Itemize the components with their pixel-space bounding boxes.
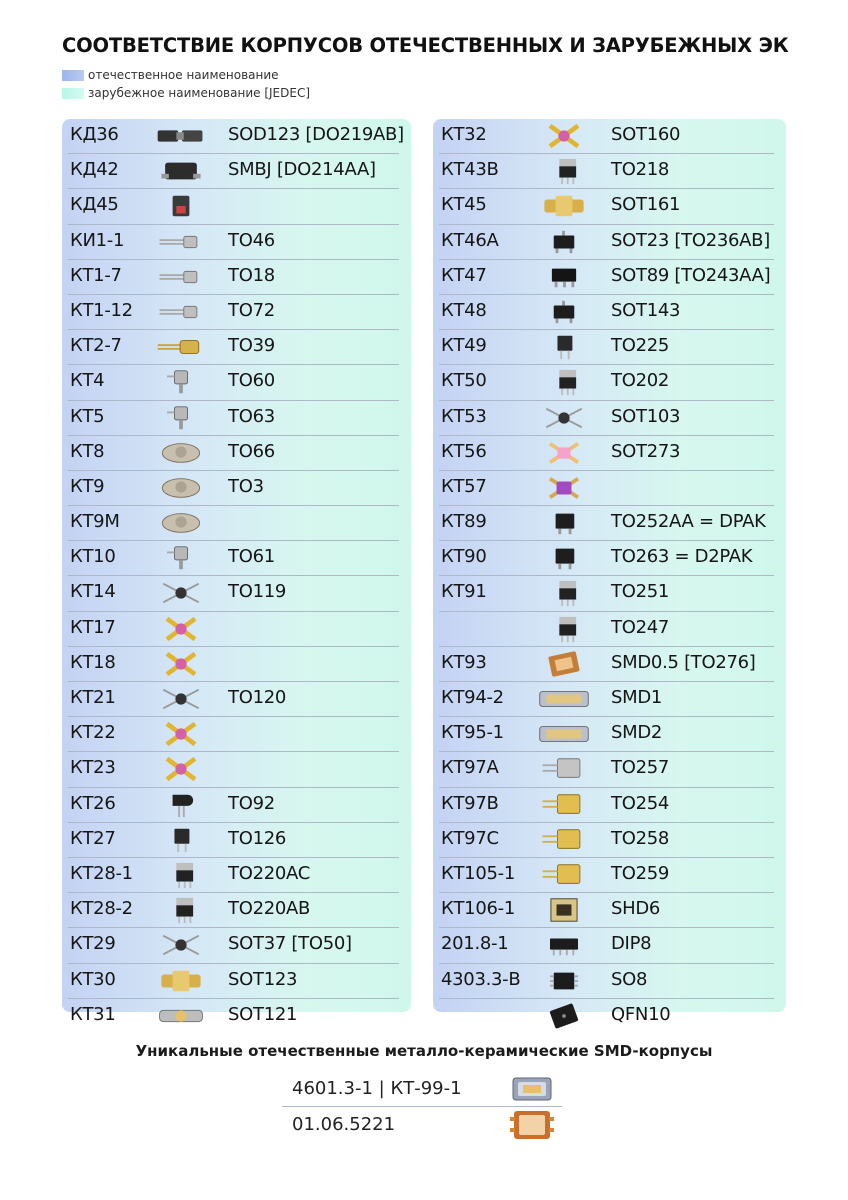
table-row [439,717,774,752]
jedec-name: TO251 [611,581,670,603]
rf-cross-gold-icon [152,615,210,643]
can-transistor-gold-icon [152,333,210,361]
domestic-name: КТ105-1 [441,862,515,884]
ceramic-smd-icon [507,1072,557,1106]
jedec-name: SMD2 [611,722,663,744]
can-transistor-icon [152,263,210,291]
so8-icon [535,967,593,995]
flange-gold-icon [152,967,210,995]
to220-icon [152,896,210,924]
flange-gold-icon [535,192,593,220]
domestic-name: КТ10 [70,546,116,568]
shd6-icon [535,896,593,924]
table-row [439,401,774,436]
domestic-name: КТ57 [441,475,487,497]
to126-icon [152,826,210,854]
table-row [68,365,399,400]
domestic-name: КТ97В [441,792,499,814]
left-table [62,119,411,1025]
domestic-name: КТ45 [441,194,487,216]
domestic-name: КТ14 [70,581,116,603]
legend-domestic-label: отечественное наименование [88,68,279,82]
dpak-icon [535,509,593,537]
legend-foreign-label: зарубежное наименование [JEDEC] [88,86,311,100]
jedec-name: SOT143 [611,299,681,321]
smd-row-name: 01.06.5221 [292,1114,396,1135]
domestic-name: КТ43В [441,159,499,181]
table-row [439,436,774,471]
table-row [439,823,774,858]
domestic-name: КТ48 [441,299,487,321]
table-row [68,682,399,717]
domestic-name: КТ2-7 [70,335,122,357]
jedec-name: TO3 [228,475,264,497]
legend-domestic [62,68,279,82]
rf-cross-icon [535,404,593,432]
jedec-name: TO202 [611,370,670,392]
right-rows [433,119,786,1033]
legend-domestic-swatch [62,70,84,81]
table-row [68,401,399,436]
domestic-name: КТ47 [441,264,487,286]
table-row [68,541,399,576]
rf-cross-gold-icon [152,650,210,678]
domestic-name: КТ91 [441,581,487,603]
jedec-name: TO257 [611,757,670,779]
jedec-name: SOT160 [611,124,681,145]
domestic-name: КТ28-1 [70,862,133,884]
legend-foreign-swatch [62,88,84,99]
table-row [68,858,399,893]
table-row [439,225,774,260]
domestic-name: 4303.3-В [441,968,521,990]
domestic-name: КТ53 [441,405,487,427]
power-can-icon [152,474,210,502]
table-row [439,541,774,576]
table-row [68,893,399,928]
smd-flat-icon [535,720,593,748]
domestic-name: КТ56 [441,440,487,462]
domestic-name: КТ90 [441,546,487,568]
table-row [439,928,774,963]
jedec-name: SOT123 [228,968,298,990]
table-row [68,330,399,365]
table-row [68,506,399,541]
to220-silver-icon [535,755,593,783]
table-row [68,612,399,647]
page-title: СООТВЕТСТВИЕ КОРПУСОВ ОТЕЧЕСТВЕННЫХ И ЗАРУБЕЖНЫХ ЭК [62,34,789,57]
jedec-name: SOT23 [TO236AB] [611,229,770,251]
domestic-name: КТ26 [70,792,116,814]
jedec-name: SMBJ [DO214AA] [228,159,376,181]
rf-cross-gold-icon [152,720,210,748]
domestic-name: КИ1-1 [70,229,125,251]
jedec-name: TO61 [228,546,275,568]
domestic-name: КТ1-7 [70,264,122,286]
jedec-name: TO247 [611,616,670,638]
right-table [433,119,786,1025]
jedec-name: SOT121 [228,1003,298,1025]
table-row [68,999,399,1033]
power-can-icon [152,439,210,467]
jedec-name: TO63 [228,405,275,427]
table-row [68,788,399,823]
sot23-icon [535,228,593,256]
dpak-icon [535,544,593,572]
table-row [439,295,774,330]
domestic-name: КТ30 [70,968,116,990]
table-row [68,576,399,611]
table-row [68,752,399,787]
table-row [439,576,774,611]
jedec-name: TO46 [228,229,275,251]
table-row [439,752,774,787]
table-row [68,119,404,154]
to220-gold-icon [535,861,593,889]
diode-smd-icon [152,122,210,150]
domestic-name: КТ95-1 [441,722,504,744]
smd-copper-icon [535,650,593,678]
domestic-name: КД45 [70,194,119,216]
domestic-name: КТ46А [441,229,499,251]
stud-transistor-icon [152,544,210,572]
domestic-name: КТ21 [70,687,116,708]
smd-row [282,1070,562,1107]
jedec-name: TO119 [228,581,287,603]
jedec-name: TO60 [228,370,275,392]
rf-cross-purple-icon [535,474,593,502]
stud-transistor-icon [152,404,210,432]
legend-foreign [62,86,310,100]
domestic-name: КТ89 [441,511,487,533]
domestic-name: КД42 [70,159,119,181]
qfn-icon [535,1002,593,1030]
domestic-name: КТ50 [441,370,487,392]
domestic-name: КТ31 [70,1003,116,1025]
rf-cross-icon [152,931,210,959]
domestic-name: КТ1-12 [70,299,133,321]
domestic-name: КТ9 [70,475,105,497]
jedec-name: SOT273 [611,440,681,462]
domestic-name: КТ8 [70,440,105,462]
jedec-name: SMD0.5 [TO276] [611,651,756,673]
domestic-name: КТ4 [70,370,105,392]
table-row [68,154,399,189]
stud-transistor-icon [152,368,210,396]
jedec-name: SOD123 [DO219AB] [228,124,404,145]
diode-smb-icon [152,157,210,185]
domestic-name: КТ106-1 [441,898,515,920]
to220-icon [535,579,593,607]
table-row [439,506,774,541]
domestic-name: КТ22 [70,722,116,744]
jedec-name: TO258 [611,827,670,849]
smd-row-name: 4601.3-1 | КТ-99-1 [292,1078,462,1099]
table-row [68,647,399,682]
domestic-name: КТ9М [70,511,120,533]
jedec-name: SO8 [611,968,648,990]
table-row [439,999,774,1033]
smd-flat-icon [535,685,593,713]
jedec-name: DIP8 [611,933,652,955]
jedec-name: TO120 [228,687,287,708]
domestic-name: КТ32 [441,124,487,145]
smd-section-title: Уникальные отечественные металло-керамические SMD-корпусы [135,1042,713,1060]
jedec-name: SOT89 [TO243AA] [611,264,771,286]
to126-icon [535,333,593,361]
rf-cross-gold-icon [535,122,593,150]
table-row [439,612,774,647]
table-row [439,154,774,189]
to220-icon [535,157,593,185]
dip8-icon [535,931,593,959]
jedec-name: SOT103 [611,405,681,427]
jedec-name: TO18 [228,264,275,286]
rf-cross-icon [152,579,210,607]
domestic-name: КД36 [70,124,119,145]
domestic-name: КТ29 [70,933,116,955]
table-row [439,330,774,365]
table-row [439,858,774,893]
to220-gold-icon [535,826,593,854]
domestic-name: КТ17 [70,616,116,638]
jedec-name: TO263 = D2PAK [611,546,753,568]
jedec-name: TO126 [228,827,287,849]
flange-silver-icon [152,1002,210,1030]
jedec-name: TO218 [611,159,670,181]
jedec-name: SHD6 [611,898,661,920]
jedec-name: TO72 [228,299,275,321]
table-row [439,964,774,999]
to220-icon [535,368,593,396]
to220-gold-icon [535,791,593,819]
table-row [68,189,399,224]
sot23-icon [535,298,593,326]
smd-row [282,1106,562,1142]
table-row [68,823,399,858]
power-can-icon [152,509,210,537]
table-row [439,189,774,224]
diode-small-icon [152,192,210,220]
domestic-name: КТ23 [70,757,116,779]
domestic-name: КТ28-2 [70,898,133,920]
to92-icon [152,791,210,819]
domestic-name: КТ49 [441,335,487,357]
table-row [68,471,399,506]
ceramic-smd-copper-icon [507,1108,557,1142]
domestic-name: КТ93 [441,651,487,673]
domestic-name: КТ18 [70,651,116,673]
can-transistor-icon [152,298,210,326]
to220-icon [535,615,593,643]
table-row [439,471,774,506]
domestic-name: КТ27 [70,827,116,849]
jedec-name: SMD1 [611,687,663,708]
jedec-name: TO254 [611,792,670,814]
table-row [68,260,399,295]
can-transistor-icon [152,228,210,256]
jedec-name: TO92 [228,792,275,814]
domestic-name: КТ94-2 [441,687,504,708]
jedec-name: TO225 [611,335,670,357]
jedec-name: SOT161 [611,194,681,216]
table-row [68,295,399,330]
jedec-name: TO220AC [228,862,310,884]
left-rows [62,119,411,1033]
rf-cross-icon [152,685,210,713]
table-row [68,436,399,471]
table-row [439,788,774,823]
table-row [439,260,774,295]
sot89-icon [535,263,593,291]
table-row [68,717,399,752]
table-row [68,225,399,260]
table-row [68,928,399,963]
domestic-name: КТ97А [441,757,499,779]
domestic-name: КТ97С [441,827,499,849]
jedec-name: TO259 [611,862,670,884]
domestic-name: 201.8-1 [441,933,509,955]
table-row [68,964,399,999]
table-row [439,893,774,928]
table-row [439,682,774,717]
table-row [439,365,774,400]
rf-cross-pink-icon [535,439,593,467]
jedec-name: QFN10 [611,1003,671,1025]
jedec-name: TO66 [228,440,275,462]
domestic-name: КТ5 [70,405,105,427]
table-row [439,647,774,682]
jedec-name: TO220AB [228,898,311,920]
to220-icon [152,861,210,889]
jedec-name: TO39 [228,335,275,357]
jedec-name: SOT37 [TO50] [228,933,352,955]
table-row [439,119,774,154]
rf-cross-gold-icon [152,755,210,783]
jedec-name: TO252AA = DPAK [611,511,766,533]
